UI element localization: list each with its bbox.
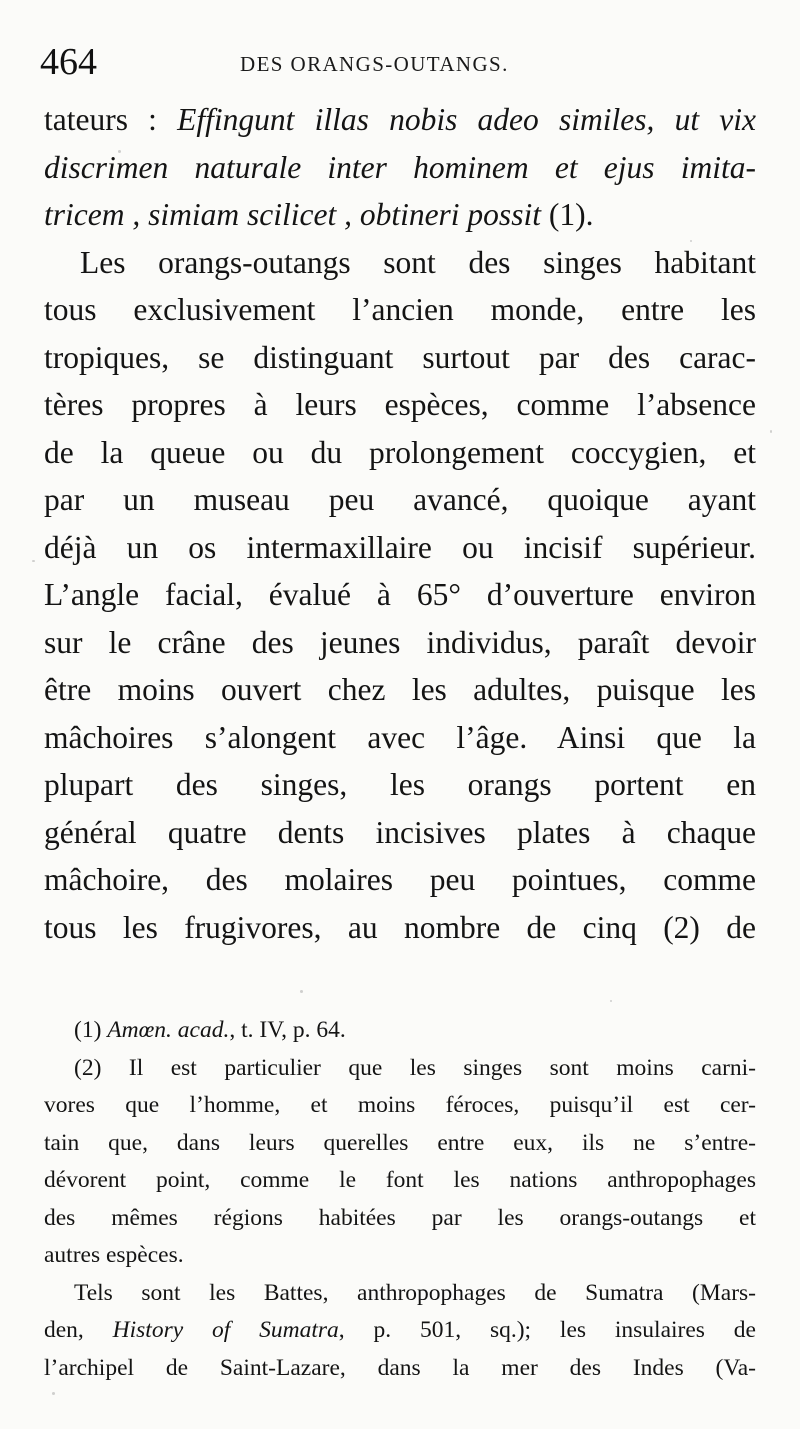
footnote-2-line: dévorent point, comme le font les nations anthropophages — [44, 1167, 756, 1193]
text-line: général quatre dents incisives plates à chaque — [44, 814, 756, 850]
text-line: tous exclusivement l’ancien monde, entre les — [44, 292, 756, 327]
footnote-2-line: des mêmes régions habitées par les orangs-outangs et — [44, 1204, 756, 1231]
text-line: tères propres à leurs espèces, comme l’absence — [44, 387, 756, 422]
text-line: par un museau peu avancé, quoique ayant — [44, 482, 756, 517]
running-head: DES ORANGS-OUTANGS. — [240, 52, 509, 76]
text-line: tous les frugivores, au nombre de cinq (2) de — [44, 909, 756, 945]
footnote-2-line: tain que, dans leurs querelles entre eux, ils ne s’entre- — [44, 1129, 756, 1156]
footnote-number: (1) — [74, 1017, 108, 1043]
main-text — [44, 96, 756, 951]
latin-quote: Effingunt illas nobis adeo similes, ut vix — [177, 102, 756, 137]
footnote-citation: Amœn. acad. — [107, 1017, 230, 1043]
footnote-1 — [44, 1012, 756, 1050]
footnote-text: , p. 501, sq.); les insulaires de — [338, 1317, 756, 1343]
text-span: tateurs : — [44, 102, 178, 137]
text-line — [44, 96, 756, 144]
footnote-2-paragraph-line — [44, 1312, 756, 1350]
paper-speck — [300, 990, 303, 993]
latin-quote: tricem , simiam scilicet , obtineri possit — [44, 197, 541, 232]
latin-quote-line: discrimen naturale inter hominem et ejus imita- — [44, 149, 756, 185]
text-line: de la queue ou du prolongement coccygien, et — [44, 434, 756, 470]
footnote-citation: History of Sumatra — [112, 1317, 339, 1343]
text-line: plupart des singes, les orangs portent en — [44, 767, 756, 802]
footnote-2-paragraph-line: l’archipel de Saint-Lazare, dans la mer des Indes (Va- — [44, 1354, 756, 1381]
paper-speck — [610, 1000, 612, 1002]
paper-speck — [770, 430, 772, 433]
text-line: L’angle facial, évalué à 65° d’ouverture environ — [44, 577, 756, 612]
page-header — [40, 38, 760, 86]
text-line: mâchoire, des molaires peu pointues, comme — [44, 862, 756, 897]
paper-speck — [32, 560, 35, 562]
text-line: être moins ouvert chez les adultes, puisque les — [44, 672, 756, 707]
footnote-2-line: autres espèces. — [44, 1242, 184, 1268]
text-line: déjà un os intermaxillaire ou incisif supérieur. — [44, 529, 756, 565]
footnote-2-line: (2) Il est particulier que les singes sont moins carni- — [74, 1054, 756, 1081]
text-line: tropiques, se distinguant surtout par des carac- — [44, 339, 756, 375]
text-line: mâchoires s’alongent avec l’âge. Ainsi que la — [44, 719, 756, 755]
footnote-ref: (1). — [540, 197, 594, 232]
paragraph-start-line: Les orangs-outangs sont des singes habitant — [80, 244, 756, 280]
paper-speck — [52, 1392, 55, 1395]
page-number: 464 — [40, 41, 97, 83]
text-line — [44, 191, 756, 239]
footnote-text: , t. IV, p. 64. — [229, 1017, 346, 1043]
footnote-2-line: vores que l’homme, et moins féroces, puisqu’il est cer- — [44, 1092, 756, 1118]
text-line: sur le crâne des jeunes individus, paraît devoir — [44, 624, 756, 660]
footnotes — [44, 1012, 756, 1387]
footnote-text: den, — [44, 1317, 113, 1343]
footnote-2-paragraph-line: Tels sont les Battes, anthropophages de Sumatra (Mars- — [74, 1279, 756, 1306]
